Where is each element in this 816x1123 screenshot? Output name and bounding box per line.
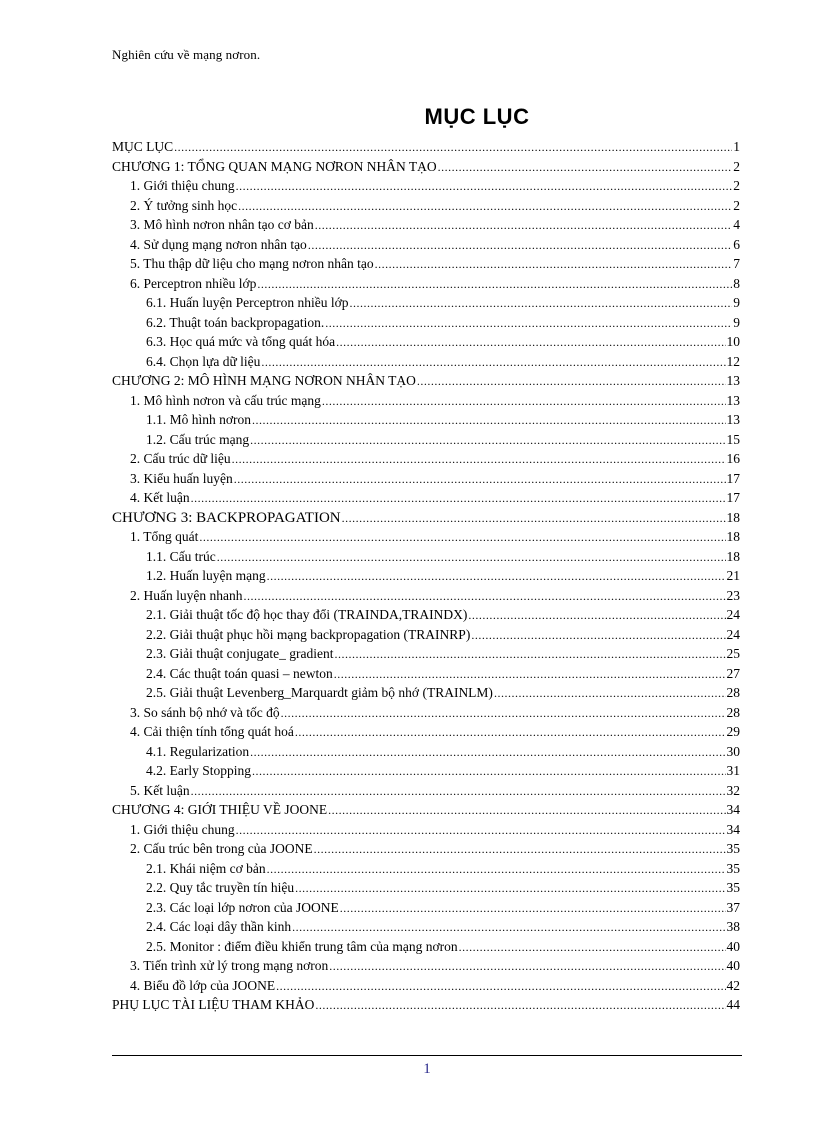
toc-leader-dots — [340, 899, 726, 918]
toc-entry[interactable] — [112, 332, 740, 352]
toc-leader-dots — [329, 957, 725, 976]
toc-entry-page: 24 — [726, 626, 740, 642]
toc-entry[interactable] — [112, 683, 740, 703]
toc-leader-dots — [236, 177, 733, 196]
toc-entry-page: 15 — [726, 431, 740, 447]
toc-leader-dots — [459, 938, 726, 957]
toc-entry-title: 6.4. Chọn lựa dữ liệu — [146, 353, 261, 369]
toc-entry-page: 8 — [733, 275, 740, 291]
toc-entry-page: 37 — [726, 899, 740, 915]
toc-entry-title: 1.1. Cấu trúc — [146, 548, 216, 564]
toc-entry-page: 24 — [726, 607, 740, 622]
toc-leader-dots — [417, 372, 726, 391]
page-number: 1 — [423, 1061, 431, 1077]
toc-entry-title: PHỤ LỤC TÀI LIỆU THAM KHẢO — [112, 997, 315, 1012]
toc-entry[interactable] — [112, 898, 740, 918]
toc-entry-title: 3. Tiến trình xử lý trong mạng nơron — [130, 958, 329, 973]
footer-divider — [112, 1055, 742, 1056]
toc-entry-page: 34 — [726, 802, 740, 817]
toc-entry-page: 32 — [726, 782, 740, 798]
toc-leader-dots — [174, 138, 732, 157]
toc-entry-page: 13 — [726, 412, 740, 427]
toc-leader-dots — [325, 314, 732, 333]
toc-entry-title: 2. Cấu trúc bên trong của JOONE — [130, 841, 313, 856]
toc-entry-page: 28 — [726, 685, 740, 700]
toc-entry-title: 1.2. Huấn luyện mạng — [146, 568, 266, 583]
toc-leader-dots — [315, 996, 725, 1015]
toc-entry-page: 2 — [733, 197, 740, 213]
toc-entry-title: 2.4. Các thuật toán quasi – newton — [146, 665, 333, 681]
toc-entry-page: 31 — [726, 763, 740, 778]
toc-entry[interactable] — [112, 781, 740, 801]
toc-entry-title: CHƯƠNG 2: MÔ HÌNH MẠNG NƠRON NHÂN TẠO — [112, 373, 416, 388]
toc-entry-page: 7 — [733, 256, 740, 271]
toc-entry-title: 4. Kết luận — [130, 490, 190, 505]
toc-entry-title: MỤC LỤC — [112, 139, 174, 154]
toc-leader-dots — [243, 587, 725, 606]
toc-entry-title: 4.2. Early Stopping — [146, 763, 251, 778]
toc-leader-dots — [234, 470, 726, 489]
toc-entry-title: 1. Giới thiệu chung — [130, 821, 235, 837]
toc-entry-page: 13 — [726, 373, 740, 388]
toc-entry[interactable] — [112, 488, 740, 508]
toc-entry-title: 1.1. Mô hình nơron — [146, 412, 252, 427]
toc-entry-title: 3. Kiểu huấn luyện — [130, 470, 233, 486]
toc-entry-title: 2.1. Giải thuật tốc độ học thay đổi (TRAINDA,TRAINDX) — [146, 607, 468, 622]
toc-entry[interactable] — [112, 547, 740, 567]
toc-leader-dots — [252, 762, 726, 781]
toc-entry-page: 12 — [726, 353, 740, 369]
toc-entry[interactable] — [112, 664, 740, 684]
toc-leader-dots — [349, 294, 732, 313]
toc-entry[interactable] — [112, 313, 740, 333]
toc-entry-title: CHƯƠNG 4: GIỚI THIỆU VỀ JOONE — [112, 802, 328, 817]
toc-leader-dots — [438, 158, 733, 177]
toc-leader-dots — [238, 197, 732, 216]
toc-entry-title: 5. Kết luận — [130, 782, 190, 798]
toc-entry-title: 6.1. Huấn luyện Perceptron nhiều lớp — [146, 295, 349, 310]
toc-entry-title: 3. Mô hình nơron nhân tạo cơ bản — [130, 217, 314, 232]
toc-leader-dots — [191, 782, 726, 801]
toc-entry-title: 2. Huấn luyện nhanh — [130, 587, 243, 603]
toc-entry-title: 1. Giới thiệu chung — [130, 178, 235, 193]
toc-entry[interactable] — [112, 157, 740, 177]
toc-entry-page: 35 — [726, 860, 740, 876]
toc-entry-page: 16 — [726, 451, 740, 466]
toc-entry-page: 6 — [733, 236, 740, 252]
toc-leader-dots — [281, 704, 726, 723]
toc-leader-dots — [336, 333, 725, 352]
toc-entry-title: 4.1. Regularization — [146, 743, 250, 759]
toc-entry[interactable] — [112, 235, 740, 255]
toc-leader-dots — [250, 743, 725, 762]
toc-entry-page: 40 — [726, 958, 740, 973]
toc-entry[interactable] — [112, 742, 740, 762]
toc-entry-title: 4. Cải thiện tính tổng quát hoá — [130, 724, 294, 739]
toc-leader-dots — [322, 392, 726, 411]
page-title: MỤC LỤC — [424, 104, 530, 129]
toc-entry-title: CHƯƠNG 3: BACKPROPAGATION — [112, 509, 341, 526]
toc-entry[interactable] — [112, 800, 740, 820]
toc-entry[interactable] — [112, 917, 740, 937]
toc-entry-page: 13 — [726, 392, 740, 408]
toc-entry-page: 2 — [733, 178, 740, 193]
toc-entry[interactable] — [112, 703, 740, 723]
toc-leader-dots — [328, 801, 725, 820]
toc-leader-dots — [314, 840, 726, 859]
toc-entry-page: 9 — [733, 295, 740, 310]
toc-entry-page: 25 — [726, 646, 740, 661]
toc-entry[interactable] — [112, 137, 740, 157]
toc-leader-dots — [199, 528, 725, 547]
toc-entry-page: 18 — [726, 548, 740, 564]
toc-entry-page: 42 — [726, 977, 740, 993]
toc-entry-title: 4. Biểu đồ lớp của JOONE — [130, 977, 276, 993]
toc-entry-page: 40 — [726, 938, 740, 954]
toc-entry-title: 4. Sử dụng mạng nơron nhân tạo — [130, 236, 307, 252]
toc-leader-dots — [191, 489, 726, 508]
toc-entry-page: 18 — [726, 509, 740, 525]
toc-leader-dots — [250, 431, 725, 450]
toc-entry[interactable] — [112, 352, 740, 372]
toc-leader-dots — [494, 684, 726, 703]
toc-entry-page: 38 — [726, 919, 740, 934]
toc-entry[interactable] — [112, 605, 740, 625]
toc-entry-title: 2.5. Monitor : điểm điều khiển trung tâm của mạng nơron — [146, 938, 458, 954]
toc-entry-page: 1 — [733, 139, 740, 154]
toc-entry[interactable] — [112, 956, 740, 976]
toc-leader-dots — [295, 879, 725, 898]
toc-entry[interactable] — [112, 995, 740, 1015]
toc-entry[interactable] — [112, 176, 740, 196]
toc-leader-dots — [292, 918, 725, 937]
toc-entry-title: 6. Perceptron nhiều lớp — [130, 275, 257, 291]
toc-entry-page: 28 — [726, 704, 740, 720]
toc-entry-page: 30 — [726, 743, 740, 759]
toc-leader-dots — [252, 411, 725, 430]
toc-entry-title: 2.3. Giải thuật conjugate_ gradient — [146, 646, 334, 661]
toc-entry-page: 9 — [733, 314, 740, 330]
toc-entry-page: 18 — [726, 529, 740, 544]
toc-entry[interactable] — [112, 391, 740, 411]
toc-entry-title: 3. So sánh bộ nhớ và tốc độ — [130, 704, 280, 720]
toc-leader-dots — [468, 606, 725, 625]
toc-leader-dots — [232, 450, 726, 469]
toc-entry-page: 2 — [733, 158, 740, 174]
toc-entry-title: 1. Mô hình nơron và cấu trúc mạng — [130, 392, 321, 408]
toc-leader-dots — [375, 255, 733, 274]
toc-entry-title: 2.5. Giải thuật Levenberg_Marquardt giảm bộ nhớ (TRAINLM) — [146, 685, 493, 700]
toc-entry[interactable] — [112, 722, 740, 742]
toc-entry-page: 17 — [726, 470, 740, 486]
toc-entry-title: 2.1. Khái niệm cơ bản — [146, 860, 266, 876]
toc-leader-dots — [267, 567, 726, 586]
toc-entry-page: 44 — [726, 997, 740, 1012]
toc-entry[interactable] — [112, 820, 740, 840]
toc-entry[interactable] — [112, 527, 740, 547]
toc-entry[interactable] — [112, 469, 740, 489]
toc-entry[interactable] — [112, 859, 740, 879]
toc-entry-title: 6.3. Học quá mức và tổng quát hóa — [146, 334, 336, 349]
toc-entry[interactable] — [112, 937, 740, 957]
toc-entry-title: 5. Thu thập dữ liệu cho mạng nơron nhân tạo — [130, 256, 374, 271]
toc-entry-title: CHƯƠNG 1: TỔNG QUAN MẠNG NƠRON NHÂN TẠO — [112, 158, 437, 174]
toc-entry[interactable] — [112, 508, 740, 528]
toc-entry-title: 1.2. Cấu trúc mạng — [146, 431, 250, 447]
toc-entry-title: 2.4. Các loại dây thần kinh — [146, 919, 292, 934]
toc-entry-title: 1. Tổng quát — [130, 529, 199, 544]
toc-leader-dots — [261, 353, 725, 372]
toc-entry-title: 2.2. Giải thuật phục hồi mạng backpropagation (TRAINRP) — [146, 626, 471, 642]
toc-leader-dots — [217, 548, 726, 567]
toc-entry-page: 10 — [726, 334, 740, 349]
toc-entry-title: 6.2. Thuật toán backpropagation. — [146, 314, 325, 330]
toc-entry[interactable] — [112, 644, 740, 664]
toc-entry[interactable] — [112, 430, 740, 450]
table-of-contents — [112, 137, 740, 1015]
toc-entry[interactable] — [112, 566, 740, 586]
toc-entry-page: 35 — [726, 841, 740, 856]
toc-entry[interactable] — [112, 293, 740, 313]
toc-entry-title: 2.2. Quy tắc truyền tín hiệu — [146, 880, 295, 895]
toc-entry-page: 21 — [726, 568, 740, 583]
toc-leader-dots — [471, 626, 725, 645]
toc-entry[interactable] — [112, 449, 740, 469]
toc-leader-dots — [308, 236, 732, 255]
toc-entry-title: 2. Ý tưởng sinh học — [130, 197, 238, 213]
toc-leader-dots — [276, 977, 725, 996]
toc-entry[interactable] — [112, 839, 740, 859]
toc-entry[interactable] — [112, 371, 740, 391]
toc-leader-dots — [267, 860, 726, 879]
toc-entry-page: 17 — [726, 490, 740, 505]
toc-entry[interactable] — [112, 878, 740, 898]
toc-entry[interactable] — [112, 254, 740, 274]
toc-entry[interactable] — [112, 761, 740, 781]
toc-leader-dots — [334, 665, 726, 684]
toc-entry-title: 2. Cấu trúc dữ liệu — [130, 451, 231, 466]
toc-entry[interactable] — [112, 976, 740, 996]
toc-entry[interactable] — [112, 586, 740, 606]
toc-leader-dots — [315, 216, 733, 235]
toc-entry-page: 29 — [726, 724, 740, 739]
toc-entry-page: 23 — [726, 587, 740, 603]
toc-leader-dots — [236, 821, 726, 840]
toc-leader-dots — [257, 275, 732, 294]
running-header: Nghiên cứu về mạng nơron. — [112, 47, 261, 62]
toc-entry[interactable] — [112, 196, 740, 216]
toc-entry-page: 4 — [733, 217, 740, 232]
toc-entry[interactable] — [112, 215, 740, 235]
toc-leader-dots — [334, 645, 725, 664]
toc-entry-page: 35 — [726, 880, 740, 895]
toc-entry[interactable] — [112, 410, 740, 430]
toc-entry[interactable] — [112, 625, 740, 645]
toc-leader-dots — [295, 723, 726, 742]
toc-entry-page: 27 — [726, 665, 740, 681]
toc-entry-page: 34 — [726, 821, 740, 837]
toc-entry-title: 2.3. Các loại lớp nơron của JOONE — [146, 899, 339, 915]
toc-entry[interactable] — [112, 274, 740, 294]
toc-leader-dots — [342, 509, 726, 528]
